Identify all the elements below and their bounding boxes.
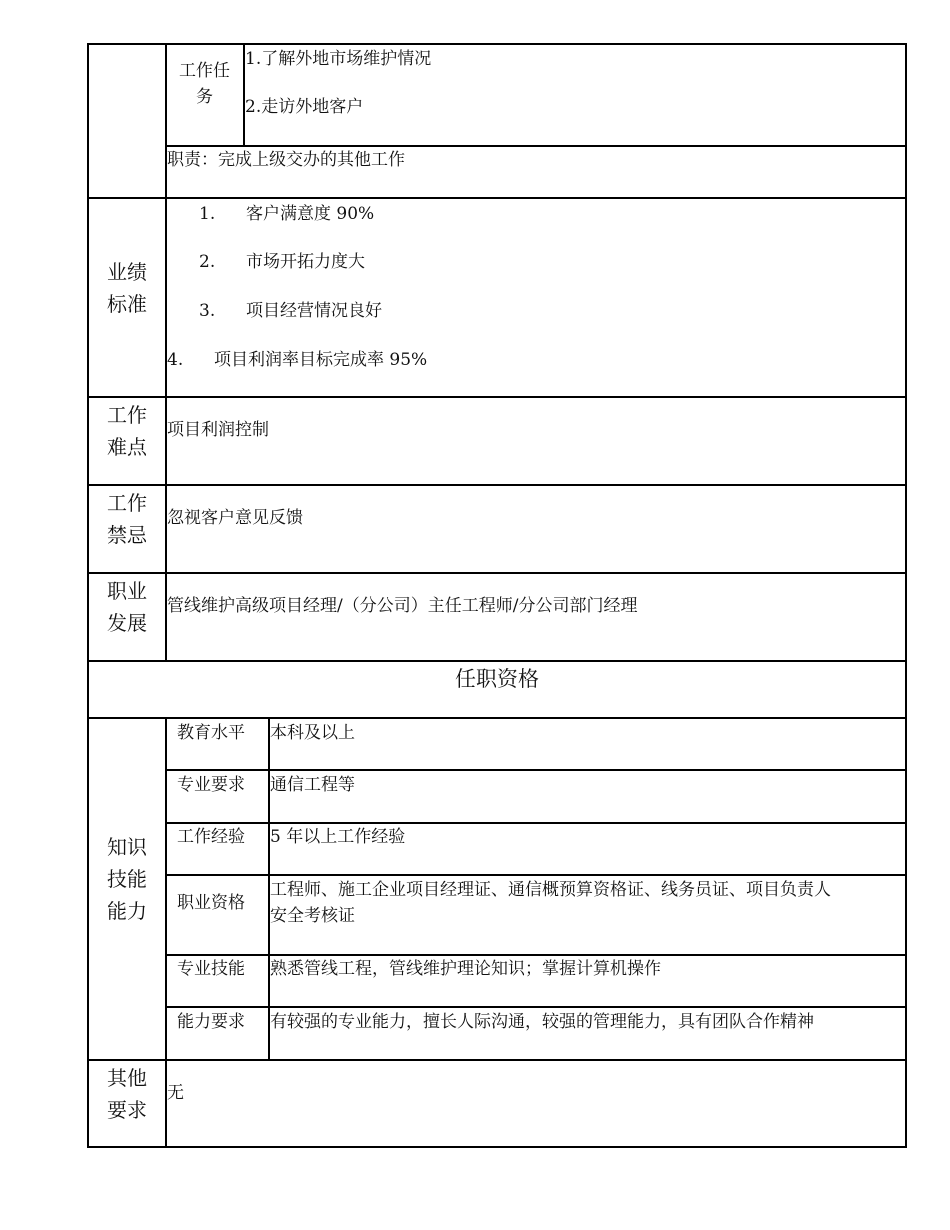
taboo-label xyxy=(89,487,165,551)
table-border-top xyxy=(87,43,907,45)
row-divider xyxy=(166,769,907,771)
table-border-right xyxy=(905,43,907,1148)
career-label-line1: 职业 xyxy=(107,579,147,603)
career-label-line2: 发展 xyxy=(107,611,147,635)
row-divider xyxy=(166,1006,907,1008)
taboo-label-line1: 工作 xyxy=(107,491,147,515)
qual-label-skills: 专业技能 xyxy=(177,959,245,979)
row-divider xyxy=(166,145,907,147)
performance-item-3-num: 3. xyxy=(199,301,216,321)
other-label-line2: 要求 xyxy=(107,1098,147,1122)
row-divider xyxy=(87,660,907,662)
performance-label-line1: 业绩 xyxy=(107,260,147,284)
row-divider xyxy=(87,1059,907,1061)
knowledge-skill-ability-label xyxy=(89,831,165,927)
performance-item-3-text: 项目经营情况良好 xyxy=(246,301,382,321)
duty-text: 职责：完成上级交办的其他工作 xyxy=(167,150,405,170)
qual-value-education: 本科及以上 xyxy=(270,723,355,743)
row-divider xyxy=(87,396,907,398)
row-divider xyxy=(166,874,907,876)
group-label-line3: 能力 xyxy=(107,899,147,923)
taboo-text: 忽视客户意见反馈 xyxy=(167,508,303,528)
difficulty-text: 项目利润控制 xyxy=(167,420,269,440)
work-tasks-label xyxy=(166,58,243,110)
difficulty-label-line1: 工作 xyxy=(107,403,147,427)
qual-value-experience: 5 年以上工作经验 xyxy=(270,827,406,847)
qual-label-major: 专业要求 xyxy=(177,775,245,795)
row-divider xyxy=(166,822,907,824)
career-text: 管线维护高级项目经理/（分公司）主任工程师/分公司部门经理 xyxy=(167,596,638,616)
difficulty-label-line2: 难点 xyxy=(107,435,147,459)
row-divider xyxy=(87,484,907,486)
qual-value-skills: 熟悉管线工程，管线维护理论知识；掌握计算机操作 xyxy=(270,959,661,979)
performance-item-1-text: 客户满意度 90% xyxy=(246,204,375,224)
qual-label-abilities: 能力要求 xyxy=(177,1012,245,1032)
performance-item-2-text: 市场开拓力度大 xyxy=(246,252,365,272)
career-label xyxy=(89,575,165,639)
difficulty-label xyxy=(89,399,165,463)
qual-label-certification: 职业资格 xyxy=(177,893,245,913)
qualifications-title: 任职资格 xyxy=(455,667,539,691)
table-border-bottom xyxy=(87,1146,907,1148)
row-divider xyxy=(166,954,907,956)
performance-item-1-num: 1. xyxy=(199,204,216,224)
qual-label-education: 教育水平 xyxy=(177,723,245,743)
other-text: 无 xyxy=(167,1083,184,1103)
performance-label xyxy=(89,256,165,320)
performance-item-4-text: 项目利润率目标完成率 95% xyxy=(214,350,428,370)
qual-value-major: 通信工程等 xyxy=(270,775,355,795)
group-label-line1: 知识 xyxy=(107,835,147,859)
taboo-label-line2: 禁忌 xyxy=(107,523,147,547)
qual-label-experience: 工作经验 xyxy=(177,827,245,847)
other-label-line1: 其他 xyxy=(107,1066,147,1090)
qual-value-abilities: 有较强的专业能力，擅长人际沟通，较强的管理能力，具有团队合作精神 xyxy=(270,1012,814,1032)
work-task-item-1: 1.了解外地市场维护情况 xyxy=(245,49,432,69)
row-divider xyxy=(87,717,907,719)
performance-item-4-num: 4. xyxy=(167,350,184,370)
performance-label-line2: 标准 xyxy=(107,292,147,316)
qual-value-certification-line2: 安全考核证 xyxy=(270,906,355,926)
row-divider xyxy=(87,197,907,199)
group-label-line2: 技能 xyxy=(107,867,147,891)
other-label xyxy=(89,1062,165,1126)
work-task-item-2: 2.走访外地客户 xyxy=(245,97,364,117)
performance-item-2-num: 2. xyxy=(199,252,216,272)
row-divider xyxy=(87,572,907,574)
work-tasks-label-line2: 务 xyxy=(196,87,213,107)
work-tasks-label-line1: 工作任 xyxy=(179,61,230,81)
qual-value-certification-line1: 工程师、施工企业项目经理证、通信概预算资格证、线务员证、项目负责人 xyxy=(270,880,831,900)
